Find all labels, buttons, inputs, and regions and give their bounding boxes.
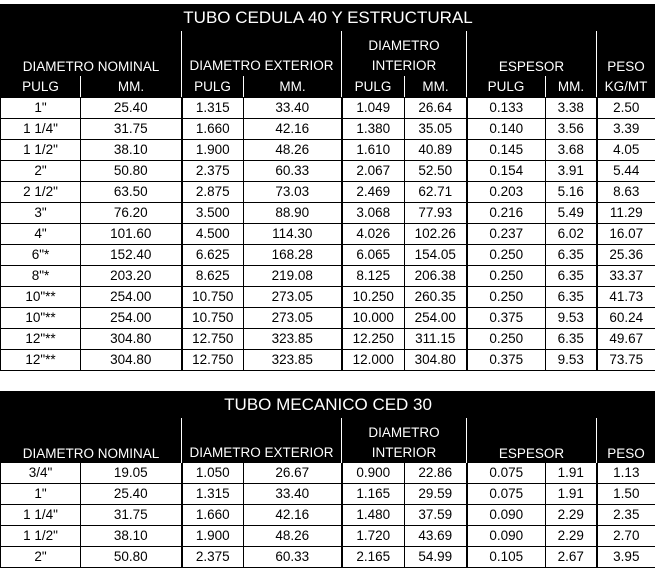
table-cell: 0.090 (467, 526, 546, 547)
table-cell: 37.59 (405, 505, 467, 526)
table-cell: 40.89 (405, 140, 467, 161)
table-row (1, 463, 655, 484)
table-cell: 0.216 (467, 203, 546, 224)
header-diametro-nominal: DIAMETRO NOMINAL (1, 418, 182, 464)
table-cell: 31.75 (81, 505, 182, 526)
table-cell: 0.375 (467, 308, 546, 329)
table-cell: 2 1/2" (1, 182, 81, 203)
table-cell: 2.70 (597, 526, 655, 547)
table-cell: 48.26 (244, 140, 342, 161)
table-cell: 0.250 (467, 329, 546, 350)
table-cell: 0.375 (467, 350, 546, 371)
table-cell: 311.15 (405, 329, 467, 350)
table-cell: 1.660 (182, 505, 244, 526)
subheader-cell: PULG (182, 77, 244, 98)
table-row (1, 484, 655, 505)
table-cell: 73.03 (244, 182, 342, 203)
table-cell: 2.165 (342, 547, 405, 568)
table-row (1, 505, 655, 526)
table-cell: 2.50 (597, 98, 655, 119)
header-diametro-exterior: DIAMETRO EXTERIOR (182, 418, 342, 464)
table-cell: 2.29 (546, 505, 597, 526)
table-cell: 1 1/2" (1, 526, 81, 547)
header-espesor: ESPESOR (467, 31, 597, 77)
table-cell: 1.900 (182, 140, 244, 161)
table-cell: 0.154 (467, 161, 546, 182)
table-cell: 2.375 (182, 547, 244, 568)
table-cell: 3.500 (182, 203, 244, 224)
table-cell: 88.90 (244, 203, 342, 224)
table-cell: 25.40 (81, 484, 182, 505)
table-title: TUBO MECANICO CED 30 (1, 392, 655, 418)
table-cell: 16.07 (597, 224, 655, 245)
header-peso: PESO (597, 418, 655, 464)
table-cell: 2" (1, 161, 81, 182)
table-cell: 260.35 (405, 287, 467, 308)
table-cell: 12"** (1, 350, 81, 371)
table-row (1, 98, 655, 119)
table-cell: 0.250 (467, 266, 546, 287)
table-cell: 1 1/2" (1, 140, 81, 161)
table-cell: 42.16 (244, 119, 342, 140)
table-cell: 9.53 (546, 308, 597, 329)
table-row (1, 245, 655, 266)
table-cell: 38.10 (81, 140, 182, 161)
table-cell: 1.610 (342, 140, 405, 161)
table-cell: 6.625 (182, 245, 244, 266)
table-cell: 4.05 (597, 140, 655, 161)
table-cell: 5.49 (546, 203, 597, 224)
table-cell: 1" (1, 98, 81, 119)
table-cell: 62.71 (405, 182, 467, 203)
table-cell: 50.80 (81, 161, 182, 182)
table-row (1, 329, 655, 350)
table-row (1, 350, 655, 371)
table-cell: 304.80 (405, 350, 467, 371)
table-cell: 50.80 (81, 547, 182, 568)
table-cell: 2.875 (182, 182, 244, 203)
table-cell: 1 1/4" (1, 505, 81, 526)
table-cell: 114.30 (244, 224, 342, 245)
table-cell: 49.67 (597, 329, 655, 350)
table-cell: 3.39 (597, 119, 655, 140)
table-cell: 0.145 (467, 140, 546, 161)
table-cell: 2.469 (342, 182, 405, 203)
table-cell: 3" (1, 203, 81, 224)
table-cell: 3.95 (597, 547, 655, 568)
table-cell: 101.60 (81, 224, 182, 245)
table-cell: 1.91 (546, 463, 597, 484)
table-cell: 219.08 (244, 266, 342, 287)
table-cell: 1 1/4" (1, 119, 81, 140)
table-cell: 25.40 (81, 98, 182, 119)
table-cell: 8.125 (342, 266, 405, 287)
header-diametro-exterior: DIAMETRO EXTERIOR (182, 31, 342, 77)
table-cell: 38.10 (81, 526, 182, 547)
table-cell: 1.380 (342, 119, 405, 140)
table-cell: 12.750 (182, 329, 244, 350)
table-cell: 2.35 (597, 505, 655, 526)
header-diametro-interior: DIAMETRO INTERIOR (342, 418, 467, 464)
table-cell: 6.35 (546, 266, 597, 287)
table-cell: 304.80 (81, 350, 182, 371)
table-cell: 4.500 (182, 224, 244, 245)
table-cell: 0.900 (342, 463, 405, 484)
table-cell: 0.090 (467, 505, 546, 526)
table-cell: 9.53 (546, 350, 597, 371)
table-cell: 254.00 (405, 308, 467, 329)
table-cell: 8.63 (597, 182, 655, 203)
table-cell: 1.900 (182, 526, 244, 547)
table-cell: 6.02 (546, 224, 597, 245)
table-cell: 12.000 (342, 350, 405, 371)
table-cell: 1.315 (182, 484, 244, 505)
table-cell: 11.29 (597, 203, 655, 224)
table-cell: 10"** (1, 287, 81, 308)
table-cell: 2.067 (342, 161, 405, 182)
table-cell: 6"* (1, 245, 81, 266)
table-cell: 42.16 (244, 505, 342, 526)
table-cell: 5.44 (597, 161, 655, 182)
subheader-cell: MM. (244, 77, 342, 98)
table-cell: 43.69 (405, 526, 467, 547)
table-cell: 254.00 (81, 308, 182, 329)
table-row (1, 526, 655, 547)
table-cell: 6.35 (546, 329, 597, 350)
table-cell: 52.50 (405, 161, 467, 182)
table-cell: 35.05 (405, 119, 467, 140)
table-row (1, 140, 655, 161)
table-cell: 0.250 (467, 287, 546, 308)
table-cell: 60.33 (244, 161, 342, 182)
table-cell: 6.065 (342, 245, 405, 266)
table-cell: 2.67 (546, 547, 597, 568)
table-cell: 3/4" (1, 463, 81, 484)
table-cell: 12.750 (182, 350, 244, 371)
table-cell: 1.315 (182, 98, 244, 119)
header-diametro-interior: DIAMETRO INTERIOR (342, 31, 467, 77)
table-cell: 0.250 (467, 245, 546, 266)
table-cell: 1.480 (342, 505, 405, 526)
table-title: TUBO CEDULA 40 Y ESTRUCTURAL (1, 5, 655, 31)
table-cell: 29.59 (405, 484, 467, 505)
table-cell: 152.40 (81, 245, 182, 266)
table-cell: 0.075 (467, 484, 546, 505)
table-cell: 2.29 (546, 526, 597, 547)
table-cell: 73.75 (597, 350, 655, 371)
table-cell: 168.28 (244, 245, 342, 266)
table-cell: 63.50 (81, 182, 182, 203)
table-cell: 10.750 (182, 308, 244, 329)
subheader-cell: PULG (1, 77, 81, 98)
table-cell: 8"* (1, 266, 81, 287)
table-cell: 54.99 (405, 547, 467, 568)
table-cell: 26.67 (244, 463, 342, 484)
table-row (1, 547, 655, 568)
table-row (1, 161, 655, 182)
table-cell: 1.049 (342, 98, 405, 119)
table-row (1, 308, 655, 329)
table-cell: 48.26 (244, 526, 342, 547)
table-cell: 22.86 (405, 463, 467, 484)
table-cell: 26.64 (405, 98, 467, 119)
table-cell: 4" (1, 224, 81, 245)
table-row (1, 266, 655, 287)
table-cell: 60.33 (244, 547, 342, 568)
table-cell: 323.85 (244, 350, 342, 371)
table-cell: 2" (1, 547, 81, 568)
table-cell: 76.20 (81, 203, 182, 224)
table-cell: 5.16 (546, 182, 597, 203)
table-mecanico-ced-30 (0, 391, 655, 568)
table-row (1, 182, 655, 203)
table-cell: 3.38 (546, 98, 597, 119)
table-cell: 19.05 (81, 463, 182, 484)
table-cell: 1.13 (597, 463, 655, 484)
table-cell: 0.237 (467, 224, 546, 245)
table-cell: 254.00 (81, 287, 182, 308)
table-row (1, 119, 655, 140)
table-cell: 1.050 (182, 463, 244, 484)
table-cell: 6.35 (546, 245, 597, 266)
table-cell: 10.750 (182, 287, 244, 308)
table-row (1, 203, 655, 224)
table-cell: 3.068 (342, 203, 405, 224)
table-cell: 273.05 (244, 287, 342, 308)
subheader-cell: KG/MT (597, 77, 655, 98)
header-peso: PESO (597, 31, 655, 77)
table-row (1, 287, 655, 308)
table-cell: 3.68 (546, 140, 597, 161)
table-cell: 1.165 (342, 484, 405, 505)
table-cell: 1" (1, 484, 81, 505)
table-cell: 33.40 (244, 484, 342, 505)
table-cell: 102.26 (405, 224, 467, 245)
table-cell: 31.75 (81, 119, 182, 140)
table-cell: 33.40 (244, 98, 342, 119)
table-cell: 323.85 (244, 329, 342, 350)
table-cell: 1.50 (597, 484, 655, 505)
table-cell: 0.133 (467, 98, 546, 119)
table-cell: 33.37 (597, 266, 655, 287)
table-row (1, 224, 655, 245)
table-cell: 203.20 (81, 266, 182, 287)
table-cell: 1.720 (342, 526, 405, 547)
table-cell: 12"** (1, 329, 81, 350)
header-espesor: ESPESOR (467, 418, 597, 464)
table-cell: 4.026 (342, 224, 405, 245)
table-cell: 0.203 (467, 182, 546, 203)
table-cell: 154.05 (405, 245, 467, 266)
table-cell: 1.660 (182, 119, 244, 140)
table-cedula-40 (0, 4, 655, 371)
subheader-cell: PULG (342, 77, 405, 98)
table-cell: 0.105 (467, 547, 546, 568)
table-cell: 60.24 (597, 308, 655, 329)
table-cell: 8.625 (182, 266, 244, 287)
subheader-cell: MM. (81, 77, 182, 98)
table-cell: 25.36 (597, 245, 655, 266)
table-cell: 6.35 (546, 287, 597, 308)
table-cell: 0.140 (467, 119, 546, 140)
table-cell: 1.91 (546, 484, 597, 505)
table-cell: 3.91 (546, 161, 597, 182)
subheader-cell: MM. (405, 77, 467, 98)
table-cell: 304.80 (81, 329, 182, 350)
table-cell: 10.250 (342, 287, 405, 308)
table-cell: 77.93 (405, 203, 467, 224)
table-cell: 206.38 (405, 266, 467, 287)
table-cell: 273.05 (244, 308, 342, 329)
table-cell: 10"** (1, 308, 81, 329)
subheader-cell: MM. (546, 77, 597, 98)
table-cell: 41.73 (597, 287, 655, 308)
table-cell: 0.075 (467, 463, 546, 484)
table-cell: 2.375 (182, 161, 244, 182)
table-cell: 3.56 (546, 119, 597, 140)
table-cell: 10.000 (342, 308, 405, 329)
table-cell: 12.250 (342, 329, 405, 350)
subheader-cell: PULG (467, 77, 546, 98)
header-diametro-nominal: DIAMETRO NOMINAL (1, 31, 182, 77)
